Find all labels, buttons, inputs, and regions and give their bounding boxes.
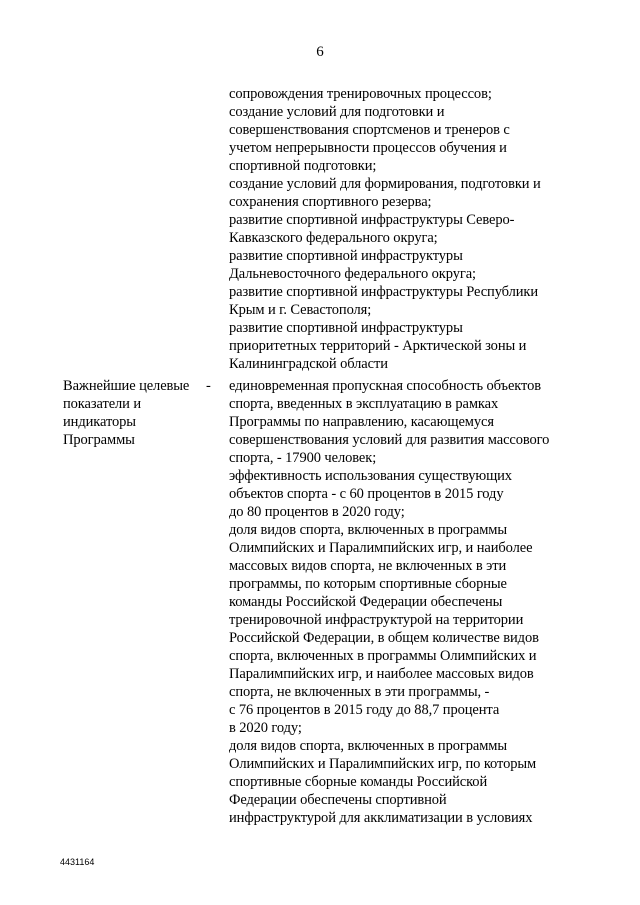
- text-line: сопровождения тренировочных процессов;: [229, 86, 492, 102]
- text-line: развитие спортивной инфраструктуры: [229, 248, 463, 264]
- text-line: программы, по которым спортивные сборные: [229, 576, 507, 592]
- text-line: спортивной подготовки;: [229, 158, 377, 174]
- text-line: создание условий для подготовки и: [229, 104, 445, 120]
- text-line: единовременная пропускная способность объектов: [229, 378, 541, 394]
- text-line: совершенствования условий для развития массового: [229, 432, 550, 448]
- document-code: 4431164: [60, 857, 95, 867]
- section-title-line: Важнейшие целевые: [63, 378, 190, 394]
- section-title-line: показатели и: [63, 396, 142, 412]
- text-line: Олимпийских и Паралимпийских игр, по которым: [229, 756, 537, 772]
- text-line: тренировочной инфраструктурой на территории: [229, 612, 524, 628]
- text-line: Федерации обеспечены спортивной: [229, 792, 447, 808]
- section-title-line: индикаторы: [63, 414, 136, 430]
- text-line: в 2020 году;: [229, 720, 302, 736]
- page-number: 6: [316, 44, 324, 60]
- text-line: создание условий для формирования, подготовки и: [229, 176, 541, 192]
- text-line: спорта, - 17900 человек;: [229, 450, 377, 466]
- text-line: Крым и г. Севастополя;: [229, 302, 372, 318]
- text-line: доля видов спорта, включенных в программы: [229, 738, 508, 754]
- text-line: Паралимпийских игр, и наиболее массовых видов: [229, 666, 534, 682]
- text-line: спорта, включенных в программы Олимпийских и: [229, 648, 537, 664]
- section-dash: -: [206, 378, 211, 394]
- text-line: приоритетных территорий - Арктической зоны и: [229, 338, 527, 354]
- text-line: развитие спортивной инфраструктуры Республики: [229, 284, 538, 300]
- text-line: эффективность использования существующих: [229, 468, 512, 484]
- text-line: с 76 процентов в 2015 году до 88,7 процента: [229, 702, 500, 718]
- text-line: Олимпийских и Паралимпийских игр, и наиболее: [229, 540, 533, 556]
- text-line: объектов спорта - с 60 процентов в 2015 году: [229, 486, 504, 502]
- text-line: учетом непрерывности процессов обучения и: [229, 140, 507, 156]
- text-line: массовых видов спорта, не включенных в эти: [229, 558, 507, 574]
- text-line: спортивные сборные команды Российской: [229, 774, 488, 790]
- text-line: спорта, не включенных в эти программы, -: [229, 684, 490, 700]
- text-line: Дальневосточного федерального округа;: [229, 266, 476, 282]
- section-title-line: Программы: [63, 432, 135, 448]
- text-line: спорта, введенных в эксплуатацию в рамках: [229, 396, 499, 412]
- text-line: Программы по направлению, касающемуся: [229, 414, 494, 430]
- text-line: доля видов спорта, включенных в программы: [229, 522, 508, 538]
- text-line: инфраструктурой для акклиматизации в условиях: [229, 810, 533, 826]
- text-line: совершенствования спортсменов и тренеров с: [229, 122, 510, 138]
- text-line: до 80 процентов в 2020 году;: [229, 504, 405, 520]
- text-line: развитие спортивной инфраструктуры: [229, 320, 463, 336]
- text-line: развитие спортивной инфраструктуры Северо-: [229, 212, 515, 228]
- text-line: команды Российской Федерации обеспечены: [229, 594, 503, 610]
- text-line: сохранения спортивного резерва;: [229, 194, 432, 210]
- text-line: Калининградской области: [229, 356, 388, 372]
- text-line: Российской Федерации, в общем количестве видов: [229, 630, 539, 646]
- text-line: Кавказского федерального округа;: [229, 230, 438, 246]
